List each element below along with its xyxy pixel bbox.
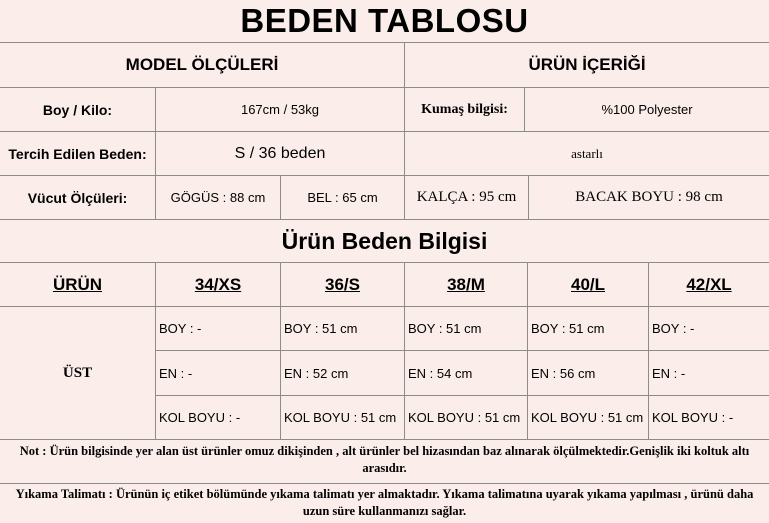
table-cell: KOL BOYU : 51 cm <box>531 410 644 425</box>
content-header: ÜRÜN İÇERİĞİ <box>528 55 646 74</box>
height-weight-value: 167cm / 53kg <box>240 102 320 117</box>
preferred-size-label: Tercih Edilen Beden: <box>8 145 147 162</box>
page-title: BEDEN TABLOSU <box>240 2 529 39</box>
column-header-product: ÜRÜN <box>52 274 103 294</box>
height-weight-label: Boy / Kilo: <box>42 101 113 118</box>
fabric-value: %100 Polyester <box>601 102 693 117</box>
table-cell: EN : 56 cm <box>531 365 596 381</box>
divider <box>0 483 769 484</box>
column-header-34xs: 34/XS <box>194 274 242 294</box>
table-cell: BOY : 51 cm <box>531 321 605 336</box>
column-header-40l: 40/L <box>570 274 606 294</box>
table-cell: BOY : 51 cm <box>408 321 482 336</box>
measurement-note: Not : Ürün bilgisinde yer alan üst ürünler omuz dikişinden , alt ürünler bel hizasından baz alınarak ölçülmektedir.Genişlik iki koltuk altı arasıdır. <box>19 444 750 475</box>
fabric-label: Kumaş bilgisi: <box>421 101 508 117</box>
product-label: ÜST <box>62 364 93 381</box>
size-info-header: Ürün Beden Bilgisi <box>281 227 488 254</box>
leg-length-value: BACAK BOYU : 98 cm <box>575 189 723 205</box>
table-cell: EN : - <box>159 365 193 381</box>
hip-value: KALÇA : 95 cm <box>416 189 517 205</box>
table-cell: KOL BOYU : 51 cm <box>284 410 397 425</box>
table-cell: EN : 54 cm <box>408 365 473 381</box>
chest-value: GÖGÜS : 88 cm <box>170 190 266 205</box>
column-header-38m: 38/M <box>447 274 485 294</box>
table-cell: EN : 52 cm <box>284 365 349 381</box>
lining-text: astarlı <box>571 145 603 161</box>
model-header: MODEL ÖLÇÜLERİ <box>125 55 279 74</box>
divider <box>0 439 769 440</box>
table-cell: KOL BOYU : 51 cm <box>408 410 521 425</box>
washing-instructions: Yıkama Talimatı : Ürünün iç etiket bölümünde yıkama talimatı yer almaktadır. Yıkama talimatına uyarak yıkama yapılması , ürünü daha uzun süre kullanmanızı sağlar. <box>15 487 754 518</box>
column-header-42xl: 42/XL <box>686 274 732 294</box>
table-cell: BOY : - <box>652 321 695 336</box>
table-cell: BOY : 51 cm <box>284 321 358 336</box>
column-header-36s: 36/S <box>325 274 360 294</box>
table-cell: EN : - <box>652 365 686 381</box>
table-cell: KOL BOYU : - <box>652 410 734 425</box>
table-cell: KOL BOYU : - <box>159 410 241 425</box>
preferred-size-value: S / 36 beden <box>234 144 326 162</box>
waist-value: BEL : 65 cm <box>307 190 378 205</box>
body-measurements-label: Vücut Ölçüleri: <box>27 189 128 206</box>
table-cell: BOY : - <box>159 321 202 336</box>
